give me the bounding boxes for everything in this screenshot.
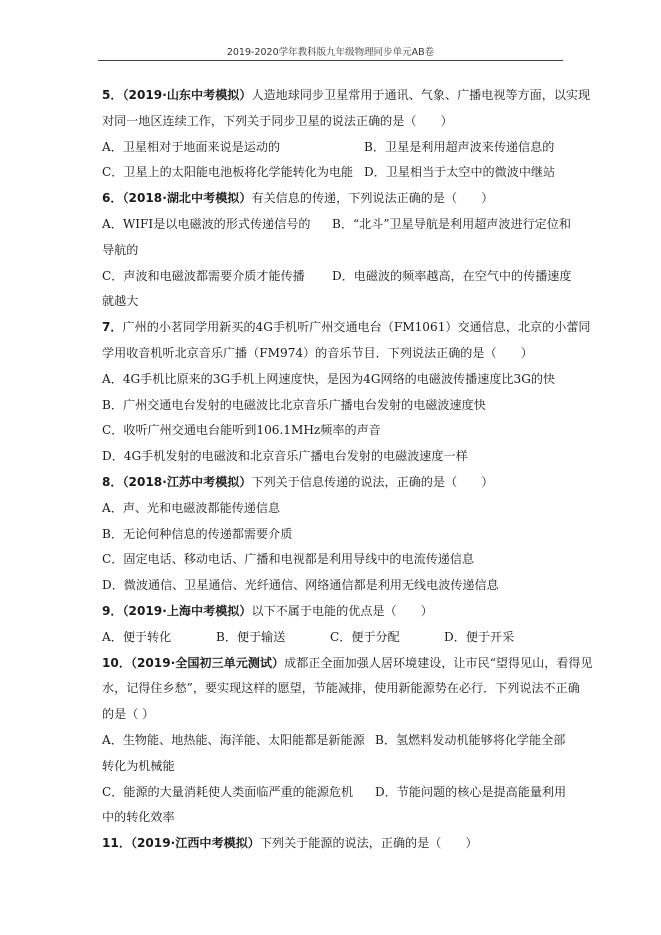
option-d: D．便于开采 [444,629,515,644]
question-source: （2019·全国初三单元测试） [130,655,285,670]
stem-text: 的是（ ） [102,707,155,722]
question-stem [102,186,564,212]
header-divider [98,60,563,61]
question-9 [102,599,564,651]
question-source: （2018·湖北中考模拟） [122,191,252,206]
stem-text: 以下不属于电能的优点是（ ） [251,603,433,618]
stem-text: 广州的小茗同学用新买的4G手机听广州交通电台（FM1061）交通信息，北京的小蕾同 [122,320,591,335]
option-c: C．能源的大量消耗使人类面临严重的能源危机 [102,784,354,799]
option-c: C．便于分配 [330,629,400,644]
stem-text: 有关信息的传递，下列说法正确的是（ ） [251,191,494,206]
option-a: A．声、光和电磁波都能传递信息 [102,500,281,515]
option-a: A．便于转化 [102,629,172,644]
question-number: 5． [102,88,123,102]
option-d: D．电磁波的频率越高，在空气中的传播速度 [332,268,572,283]
option-d: D．微波通信、卫星通信、光纤通信、网络通信都是利用无线电波传递信息 [102,578,499,593]
page-header: 2019-2020学年教科版九年级物理同步单元AB卷 [226,47,435,58]
question-5 [102,83,591,186]
question-source: （2019·上海中考模拟） [122,603,252,618]
option-b-continued: 导航的 [102,242,139,257]
stem-text: 下列关于信息传递的说法，正确的是（ ） [251,474,494,489]
option-c: C．固定电话、移动电话、广播和电视都是利用导线中的电流传递信息 [102,552,475,567]
option-d-continued: 中的转化效率 [102,810,175,825]
option-b: B．“北斗”卫星导航是利用超声波进行定位和 [332,216,571,231]
question-number: 11． [102,836,131,851]
option-d: D．4G手机发射的电磁波和北京音乐广播电台发射的电磁波速度一样 [102,449,468,464]
option-b: B．无论何种信息的传递都需要介质 [102,526,293,541]
question-11 [102,831,564,857]
question-7 [102,315,591,470]
stem-text: 对同一地区连续工作，下列关于同步卫星的说法正确的是（ ） [102,113,453,128]
option-b: B．便于输送 [216,629,286,644]
question-number: 7． [102,320,123,335]
question-8 [102,470,564,599]
option-d-continued: 就越大 [102,294,139,309]
question-stem [102,599,564,625]
question-stem [102,315,591,341]
option-d: D．卫星相当于太空中的微波中继站 [364,165,556,180]
stem-text: 水，记得住乡愁”，要实现这样的愿望，节能减排，使用新能源势在必行．下列说法不正确 [102,681,580,696]
question-number: 6． [102,191,123,206]
question-stem [102,651,593,677]
option-a: A．卫星相对于地面来说是运动的 [102,139,281,154]
stem-text: 下列关于能源的说法，正确的是（ ） [259,836,478,851]
question-6 [102,186,572,315]
question-number: 8． [102,474,123,489]
question-stem [102,83,591,109]
stem-text: 学用收音机听北京音乐广播（FM974）的音乐节目．下列说法正确的是（ ） [102,345,533,360]
option-b-continued: 转化为机械能 [102,758,175,773]
stem-text: 成都正全面加强人居环境建设，让市民“望得见山，看得见 [284,655,593,670]
question-source: （2019·江西中考模拟） [130,836,260,851]
question-stem [102,831,564,857]
question-source: （2018·江苏中考模拟） [122,474,252,489]
option-a: A．4G手机比原来的3G手机上网速度快，是因为4G网络的电磁波传播速度比3G的快 [102,371,556,386]
option-b: B．氢燃料发动机能够将化学能全部 [375,732,566,747]
option-c: C．收听广州交通电台能听到106.1MHz频率的声音 [102,423,381,438]
option-b: B．卫星是利用超声波来传递信息的 [364,139,555,154]
option-a: A．WIFI是以电磁波的形式传递信号的 [102,216,311,231]
question-number: 9． [102,603,123,618]
question-source: （2019·山东中考模拟） [122,88,252,102]
question-stem [102,470,564,496]
option-a: A．生物能、地热能、海洋能、太阳能都是新能源 [102,732,365,747]
question-list [102,83,593,857]
option-d: D．节能问题的核心是提高能量利用 [375,784,567,799]
option-c: C．声波和电磁波都需要介质才能传播 [102,268,305,283]
option-b: B．广州交通电台发射的电磁波比北京音乐广播电台发射的电磁波速度快 [102,397,486,412]
option-c: C．卫星上的太阳能电池板将化学能转化为电能 [102,165,354,180]
question-10 [102,651,593,832]
question-number: 10． [102,655,131,670]
stem-text: 人造地球同步卫星常用于通讯、气象、广播电视等方面，以实现 [251,88,591,102]
